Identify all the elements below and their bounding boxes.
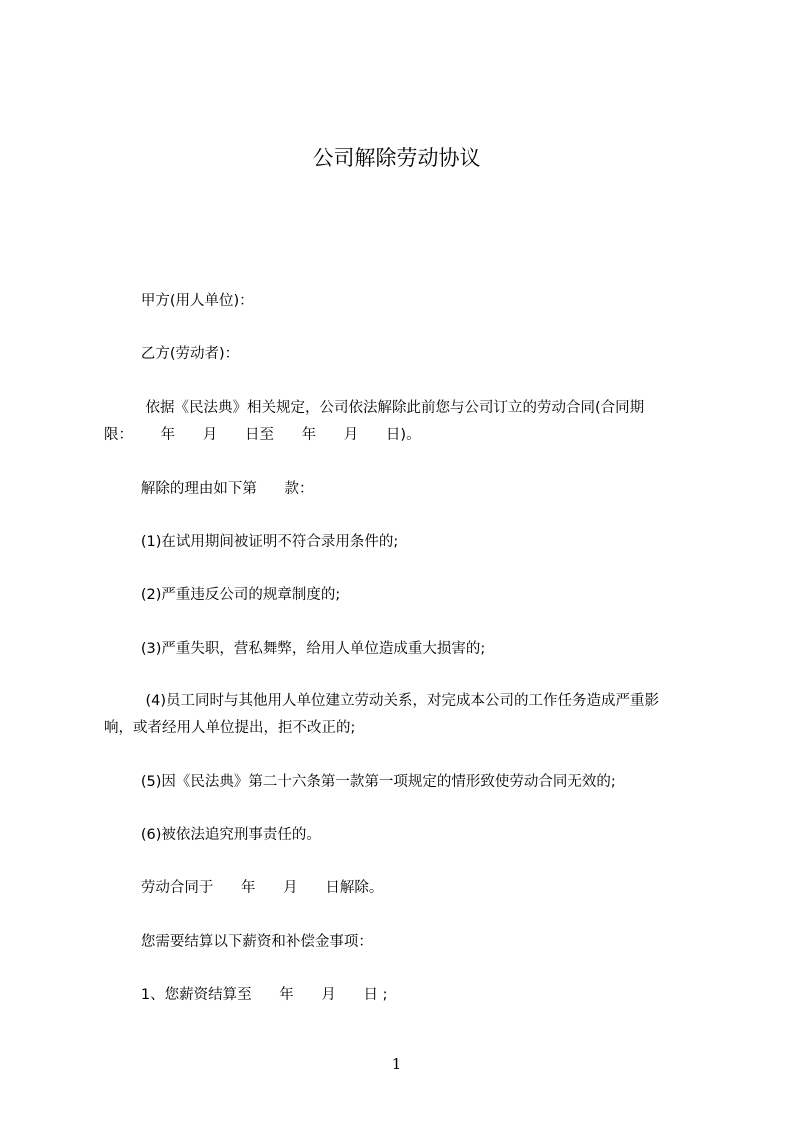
- termination-date-line: 劳动合同于 年 月 日解除。: [104, 880, 384, 896]
- document-title: 公司解除劳动协议: [312, 146, 481, 170]
- settlement-item-1: 1、您薪资结算至 年 月 日 ;: [104, 987, 388, 1003]
- reason-item-3: (3)严重失职，营私舞弊，给用人单位造成重大损害的;: [104, 641, 486, 657]
- reason-item-2: (2)严重违反公司的规章制度的;: [104, 587, 341, 603]
- party-b-line: 乙方(劳动者)：: [104, 346, 240, 362]
- termination-reason-intro: 解除的理由如下第 款：: [104, 481, 314, 497]
- page-number: 1: [391, 1055, 402, 1073]
- reason-item-5: (5)因《民法典》第二十六条第一款第一项规定的情形致使劳动合同无效的;: [104, 774, 616, 790]
- reason-item-1: (1)在试用期间被证明不符合录用条件的;: [104, 534, 399, 550]
- settlement-intro: 您需要结算以下薪资和补偿金事项：: [104, 934, 373, 950]
- contract-basis-line-2: 限： 年 月 日至 年 月 日)。: [104, 427, 421, 443]
- reason-item-6: (6)被依法追究刑事责任的。: [104, 827, 321, 843]
- party-a-line: 甲方(用人单位)：: [104, 293, 254, 309]
- reason-item-4-line-1: (4)员工同时与其他用人单位建立劳动关系，对完成本公司的工作任务造成严重影: [104, 693, 660, 709]
- reason-item-4-line-2: 响，或者经用人单位提出，拒不改正的;: [104, 720, 356, 736]
- contract-basis-line-1: 依据《民法典》相关规定，公司依法解除此前您与公司订立的劳动合同(合同期: [104, 400, 645, 416]
